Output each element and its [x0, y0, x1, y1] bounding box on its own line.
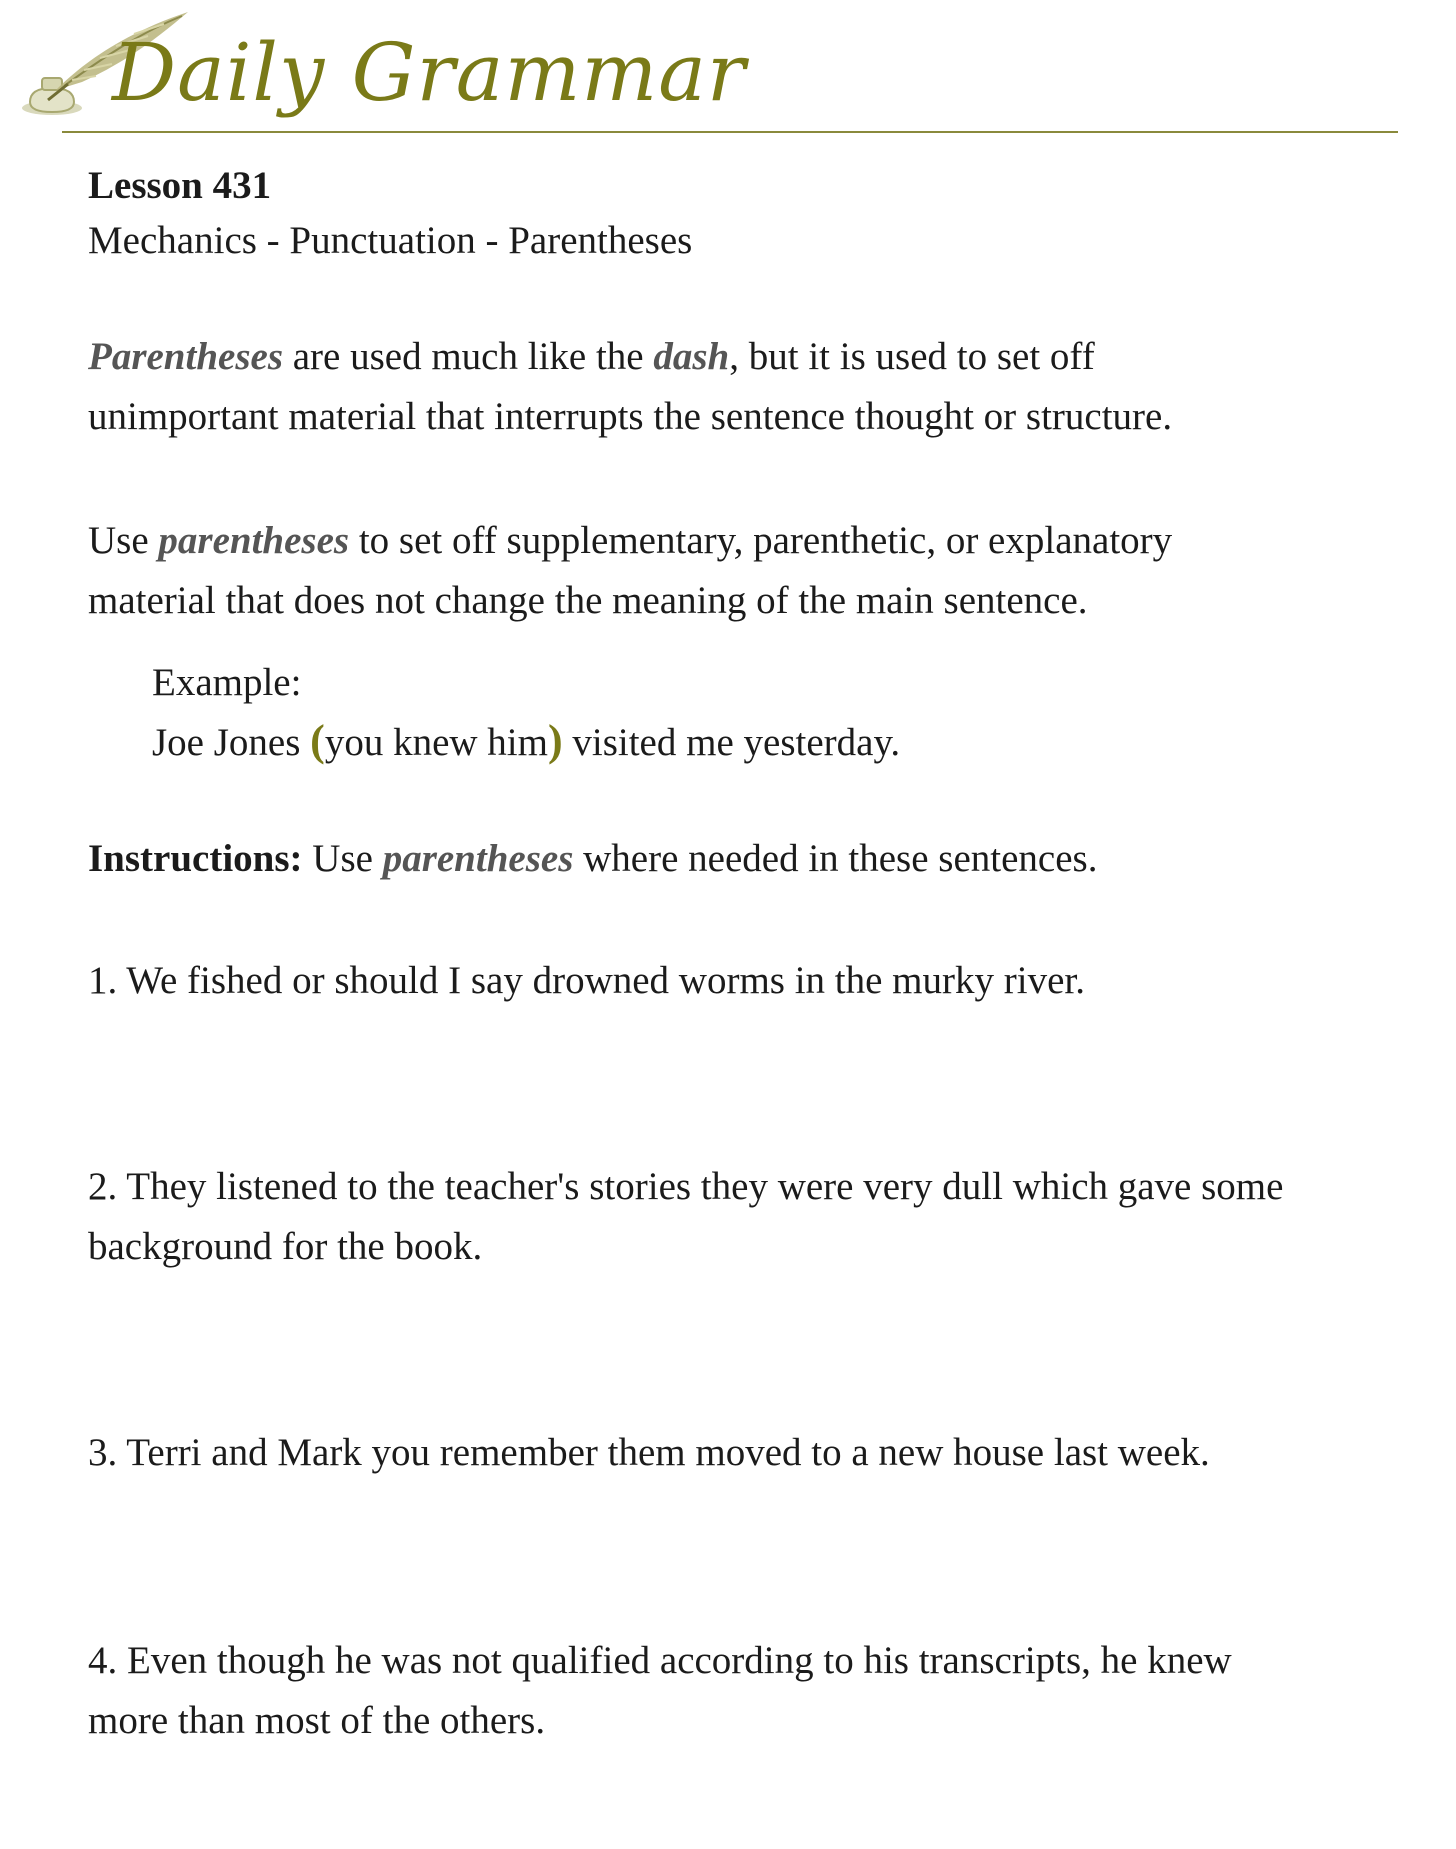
intro-text-1: are used much like the	[283, 335, 654, 378]
exercise-item-2: 2. They listened to the teacher's stories they were very dull which gave some background for the book.	[88, 1165, 1284, 1268]
spacer	[88, 447, 1388, 511]
spacer	[88, 889, 1388, 951]
lesson-subtitle: Mechanics - Punctuation - Parentheses	[88, 219, 693, 262]
exercise-item-3: 3. Terri and Mark you remember them moved to a new house last week.	[88, 1431, 1210, 1474]
spacer	[88, 631, 1388, 653]
exercise-item-1: 1. We fished or should I say drowned worms in the murky river.	[88, 959, 1085, 1002]
spacer	[88, 773, 1388, 829]
rule-text-1: Use	[88, 519, 159, 562]
example-before: Joe Jones	[152, 721, 311, 764]
instructions-label: Instructions:	[88, 837, 303, 880]
example-block	[88, 653, 1388, 773]
intro-text-2: , but it is used to set off unimportant material that interrupts the sentence thought or structure.	[88, 335, 1173, 438]
close-paren: )	[547, 716, 563, 765]
example-inner: you knew him	[324, 721, 548, 764]
term-parentheses-2: parentheses	[158, 519, 350, 562]
rule-paragraph	[88, 511, 1268, 631]
term-parentheses: Parentheses	[88, 335, 283, 378]
instructions-text-2: where needed in these sentences.	[573, 837, 1098, 880]
instructions	[88, 829, 1388, 889]
spacer	[88, 1277, 1388, 1423]
logo-text: Daily Grammar	[112, 26, 747, 119]
intro-paragraph	[88, 327, 1268, 447]
lesson-content	[88, 156, 1388, 1751]
term-parentheses-3: parentheses	[382, 837, 574, 880]
exercise-item-4: 4. Even though he was not qualified according to his transcripts, he knew more than most of the others.	[88, 1639, 1232, 1742]
instructions-text-1: Use	[302, 837, 383, 880]
example-sentence	[152, 711, 1388, 773]
spacer	[88, 1483, 1388, 1631]
term-dash: dash	[653, 335, 730, 378]
spacer	[88, 271, 1388, 327]
rule-text-2: to set off supplementary, parenthetic, or explanatory material that does not change the meaning of the main sentence.	[88, 519, 1173, 622]
example-label: Example:	[152, 661, 302, 704]
lesson-title: Lesson 431	[88, 164, 272, 207]
spacer	[88, 1011, 1388, 1157]
open-paren: (	[310, 716, 325, 765]
daily-grammar-logo[interactable]	[12, 4, 747, 129]
header-divider	[62, 131, 1398, 133]
example-after: visited me yesterday.	[562, 721, 901, 764]
